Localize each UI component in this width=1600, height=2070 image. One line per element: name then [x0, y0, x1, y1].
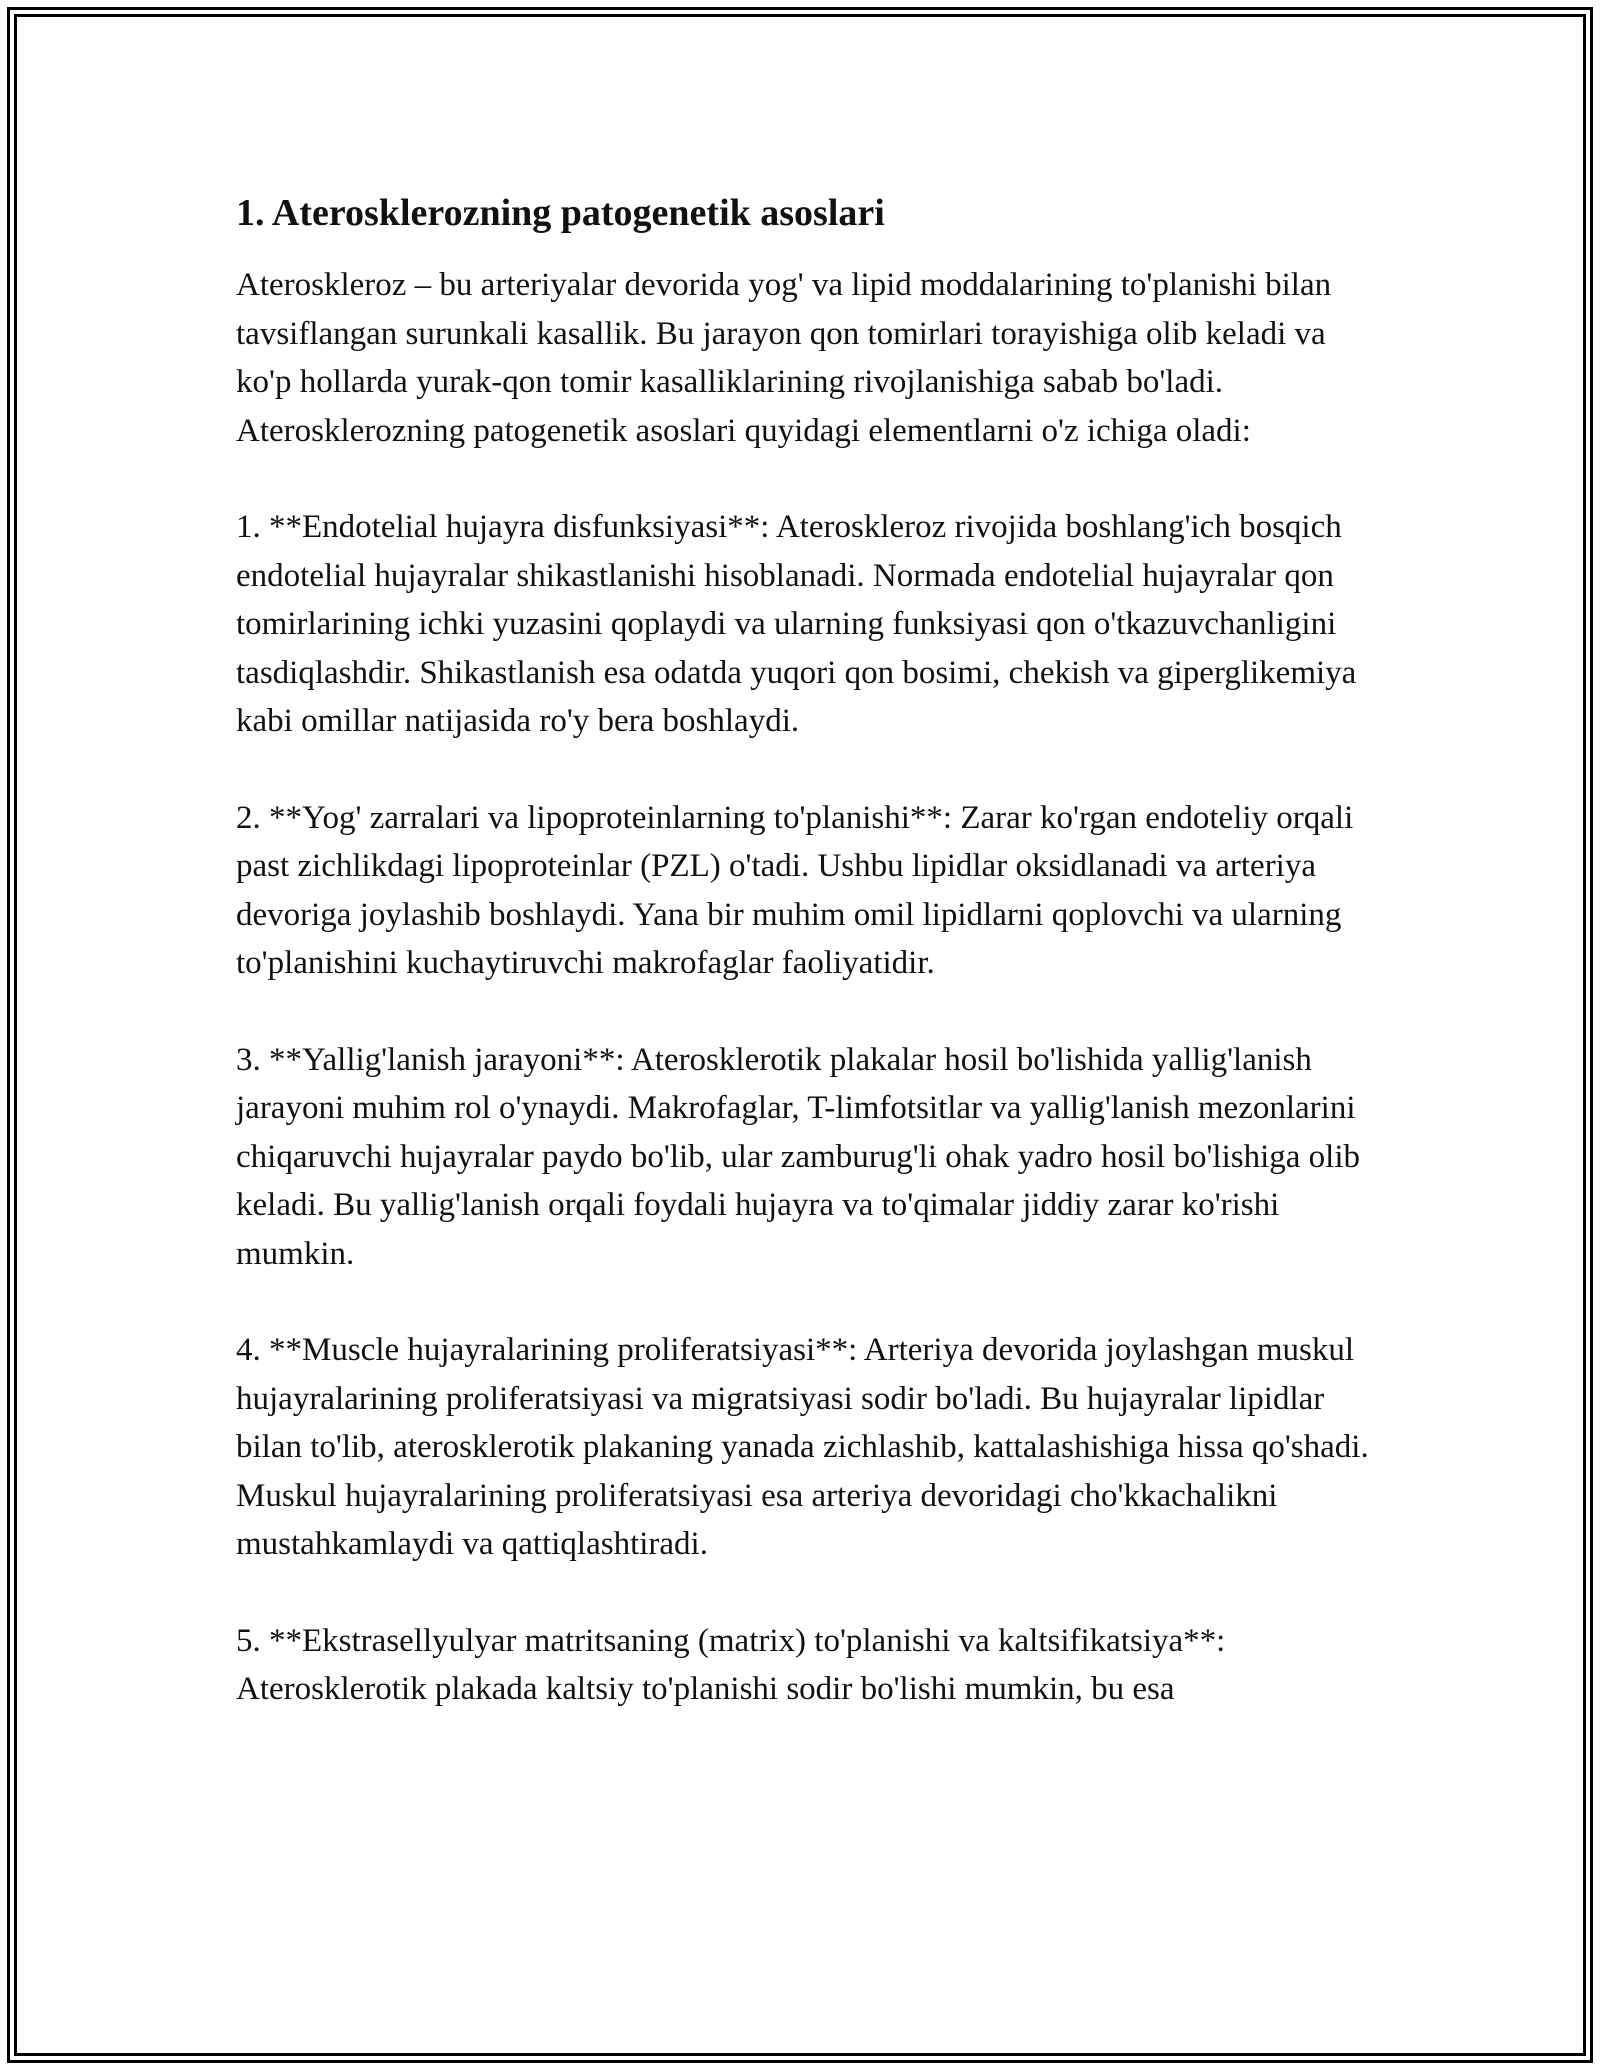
list-item-inflammation: 3. **Yallig'lanish jarayoni**: Aterosklerotik plakalar hosil bo'lishida yallig'lanish jarayoni muhim rol o'ynaydi. Makrofaglar, T-limfotsitlar va yallig'lanish mezonlarini chiqaruvchi hujayralar paydo bo'lib, ular zamburug'li ohak yadro hosil bo'lishiga olib keladi. Bu yallig'lanish orqali foydali hujayra va to'qimalar jiddiy zarar ko'rishi mumkin.	[236, 1041, 1360, 1272]
list-item-lipid-accumulation: 2. **Yog' zarralari va lipoproteinlarning to'planishi**: Zarar ko'rgan endoteliy orqali past zichlikdagi lipoproteinlar (PZL) o'tadi. Ushbu lipidlar oksidlanadi va arteriya devoriga joylashib boshlaydi. Yana bir muhim omil lipidlarni qoplovchi va ularning to'planishini kuchaytiruvchi makrofaglar faoliyatidir.	[236, 799, 1354, 981]
list-item-muscle-proliferation: 4. **Muscle hujayralarining proliferatsiyasi**: Arteriya devorida joylashgan muskul hujayralarining proliferatsiyasi va migratsiyasi sodir bo'ladi. Bu hujayralar lipidlar bilan to'lib, aterosklerotik plakaning yanada zichlashib, kattalashishiga hissa qo'shadi. Muskul hujayralarining proliferatsiyasi esa arteriya devoridagi cho'kkachalikni mustahkamlaydi va qattiqlashtiradi.	[236, 1332, 1369, 1562]
list-item-extracellular-matrix: 5. **Ekstrasellyulyar matritsaning (matrix) to'planishi va kaltsifikatsiya**: Aterosklerotik plakada kaltsiy to'planishi sodir bo'lishi mumkin, bu esa	[236, 1622, 1226, 1707]
list-item-endothelial-dysfunction: 1. **Endotelial hujayra disfunksiyasi**: Ateroskleroz rivojida boshlang'ich bosqich endotelial hujayralar shikastlanishi hisoblanadi. Normada endotelial hujayralar qon tomirlarining ichki yuzasini qoplaydi va ularning funksiyasi qon o'tkazuvchanligini tasdiqlashdir. Shikastlanish esa odatda yuqori qon bosimi, chekish va giperglikemiya kabi omillar natijasida ro'y bera boshlaydi.	[236, 509, 1357, 739]
intro-paragraph: Ateroskleroz – bu arteriyalar devorida yog' va lipid moddalarining to'planishi bilan tavsiflangan surunkali kasallik. Bu jarayon qon tomirlari torayishiga olib keladi va ko'p hollarda yurak-qon tomir kasalliklarining rivojlanishiga sabab bo'ladi. Aterosklerozning patogenetik asoslari quyidagi elementlarni o'z ichiga oladi:	[236, 267, 1332, 449]
section-heading: 1. Aterosklerozning patogenetik asoslari	[236, 192, 885, 234]
document-page	[236, 187, 1376, 1762]
